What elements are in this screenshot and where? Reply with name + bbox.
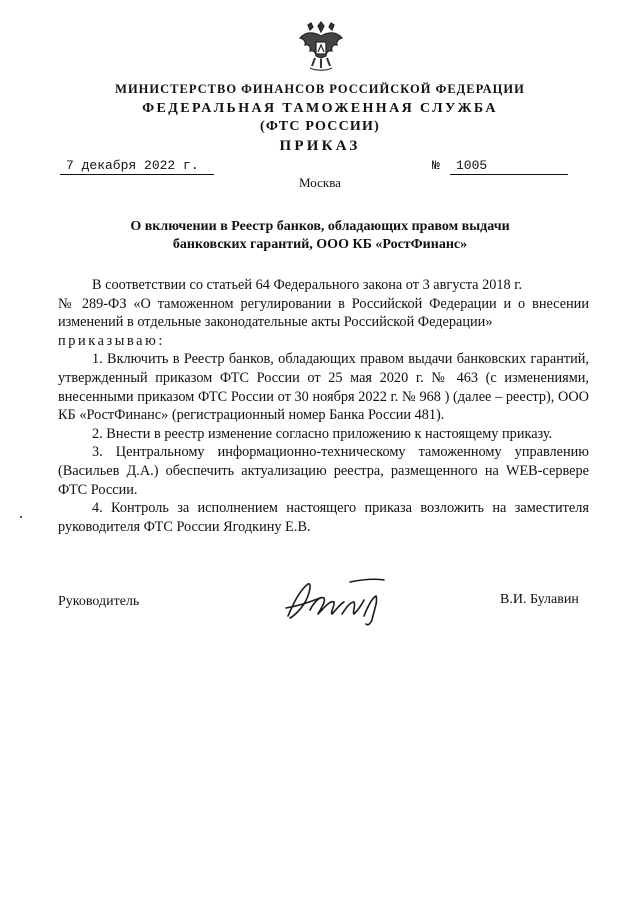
order-item: 3. Центральному информационно-техническому таможенному управлению (Васильев Д.А.) обеспечить актуализацию реестра, размещенного на WEB-сервере ФТС России. [58, 444, 589, 498]
service-name: ФЕДЕРАЛЬНАЯ ТАМОЖЕННАЯ СЛУЖБА [142, 101, 498, 116]
service-abbreviation: (ФТС РОССИИ) [260, 119, 380, 134]
order-number-label: № [432, 158, 440, 173]
scan-speck [20, 516, 22, 518]
signatory-name: В.И. Булавин [500, 592, 579, 607]
order-item: 4. Контроль за исполнением настоящего приказа возложить на заместителя руководителя ФТС России Ягодкину Е.В. [58, 500, 589, 535]
order-body [58, 276, 589, 536]
body-paragraph: № 289-ФЗ «О таможенном регулировании в Российской Федерации и о внесении изменений в отдельные законодательные акты Российской Федерации» [58, 295, 589, 331]
order-subject [90, 218, 550, 254]
coat-of-arms-icon [296, 18, 346, 74]
ministry-name: МИНИСТЕРСТВО ФИНАНСОВ РОССИЙСКОЙ ФЕДЕРАЦИИ [115, 82, 525, 96]
order-word: приказываю: [58, 332, 165, 349]
handwritten-signature-icon [280, 572, 392, 628]
order-number: 1005 [450, 157, 568, 175]
signatory-role: Руководитель [58, 594, 140, 609]
subject-line: банковских гарантий, ООО КБ «РостФинанс» [172, 237, 468, 252]
document-type: ПРИКАЗ [279, 138, 361, 154]
order-item: 1. Включить в Реестр банков, обладающих правом выдачи банковских гарантий, утвержденный приказом ФТС России от 25 мая 2020 г. № 463 (с изменениями, внесенными приказом ФТС России от 30 ноября 2022 г. № 968 ) (далее – реестр), ООО КБ «РостФинанс» (регистрационный номер Банка России 481). [58, 351, 589, 424]
body-paragraph: В соответствии со статьей 64 Федерального закона от 3 августа 2018 г. [92, 277, 523, 293]
subject-line: О включении в Реестр банков, обладающих правом выдачи [130, 219, 510, 234]
order-city: Москва [299, 175, 341, 190]
order-item: 2. Внести в реестр изменение согласно приложению к настоящему приказу. [92, 425, 553, 442]
order-date: 7 декабря 2022 г. [60, 157, 214, 175]
